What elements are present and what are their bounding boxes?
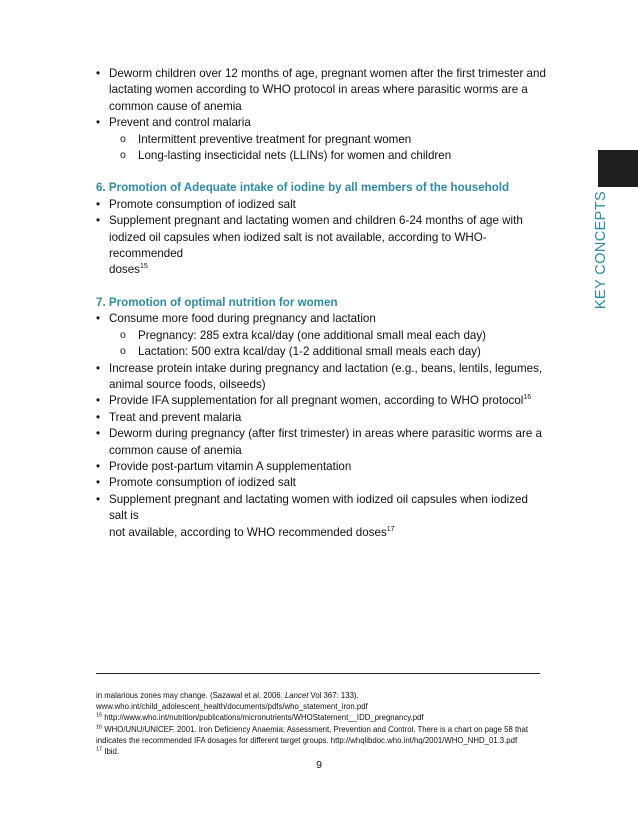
sub-item-llin: o Long-lasting insecticidal nets (LLINs) for women and children: [96, 148, 546, 164]
list-item-iodized-salt: • Promote consumption of iodized salt: [96, 197, 546, 213]
list-item-consume-more-food: • Consume more food during pregnancy and lactation: [96, 311, 546, 327]
list-item-vitamin-a: • Provide post-partum vitamin A supplementation: [96, 459, 546, 475]
footnote-16: $^{16}$ WHO/UNU/UNICEF. 2001. Iron Deficiency Anaemia: Assessment, Prevention and Control. There is a chart on page 58 that: [96, 724, 528, 734]
sub-item-ipt: o Intermittent preventive treatment for pregnant women: [96, 132, 546, 148]
footnote-continuation: in malarious zones may change. (Sazawal et al. 2006. Lancet Vol 367: 133).: [96, 691, 359, 700]
sub-item-pregnancy: o Pregnancy: 285 extra kcal/day (one additional small meal each day): [96, 328, 546, 344]
sub-item-lactation: o Lactation: 500 extra kcal/day (1-2 additional small meals each day): [96, 344, 546, 360]
side-tab-text: KEY CONCEPTS: [593, 190, 609, 310]
list-item-ifa-supplementation: • Provide IFA supplementation for all pregnant women, according to WHO protocol$^{16}$: [96, 393, 546, 409]
footnotes: [96, 690, 546, 757]
list-item-treat-malaria: • Treat and prevent malaria: [96, 410, 546, 426]
footnote-ref-15: 15: [139, 263, 148, 271]
list-item-deworm-pregnancy: • Deworm during pregnancy (after first trimester) in areas where parasitic worms are a common cause of anemia: [96, 426, 546, 459]
section-6-heading: 6. Promotion of Adequate intake of iodine by all members of the household: [96, 181, 510, 195]
list-item-prevent-malaria: • Prevent and control malaria: [96, 115, 546, 131]
list-item-deworm-children: • Deworm children over 12 months of age, pregnant women after the first trimester and lactating women according to WHO protocol in areas where parasitic worms are a common cause of anemia: [96, 66, 546, 115]
footnote-divider: [96, 673, 540, 674]
list-item-iodized-oil: • Supplement pregnant and lactating women and children 6-24 months of age with iodized oil capsules when iodized salt is not available, according to WHO-recommended doses$^{15}$: [96, 213, 546, 279]
footnote-continuation-url: www.who.int/child_adolescent_health/documents/pdfs/who_statement_iron.pdf: [96, 702, 368, 712]
section-7-heading: 7. Promotion of optimal nutrition for women: [96, 295, 338, 309]
footnote-16-cont: indicates the recommended IFA dosages for different target groups. http://whqlibdoc.who.int/hq/2001/WHO_NHD_01.3.pdf: [96, 735, 518, 745]
footnote-15: $^{15}$ http://www.who.int/nutrition/publications/micronutrients/WHOStatement__IDD_pregnancy.pdf: [96, 712, 424, 723]
side-tab-label: [586, 190, 616, 310]
footnote-17: $^{17}$ Ibid.: [96, 746, 120, 757]
list-item-protein-intake: • Increase protein intake during pregnancy and lactation (e.g., beans, lentils, legumes, animal source foods, oilseeds): [96, 361, 546, 394]
section-tab-marker: [598, 150, 638, 187]
list-item-iodized-oil-women: • Supplement pregnant and lactating women with iodized oil capsules when iodized salt is not available, according to WHO recommended doses$^{17}$: [96, 492, 546, 541]
list-item-iodized-salt-women: • Promote consumption of iodized salt: [96, 475, 546, 491]
main-content: [96, 66, 546, 541]
page-number: 9: [316, 759, 322, 771]
footnote-ref-16: 16: [523, 394, 532, 402]
footnote-ref-17: 17: [386, 525, 395, 533]
